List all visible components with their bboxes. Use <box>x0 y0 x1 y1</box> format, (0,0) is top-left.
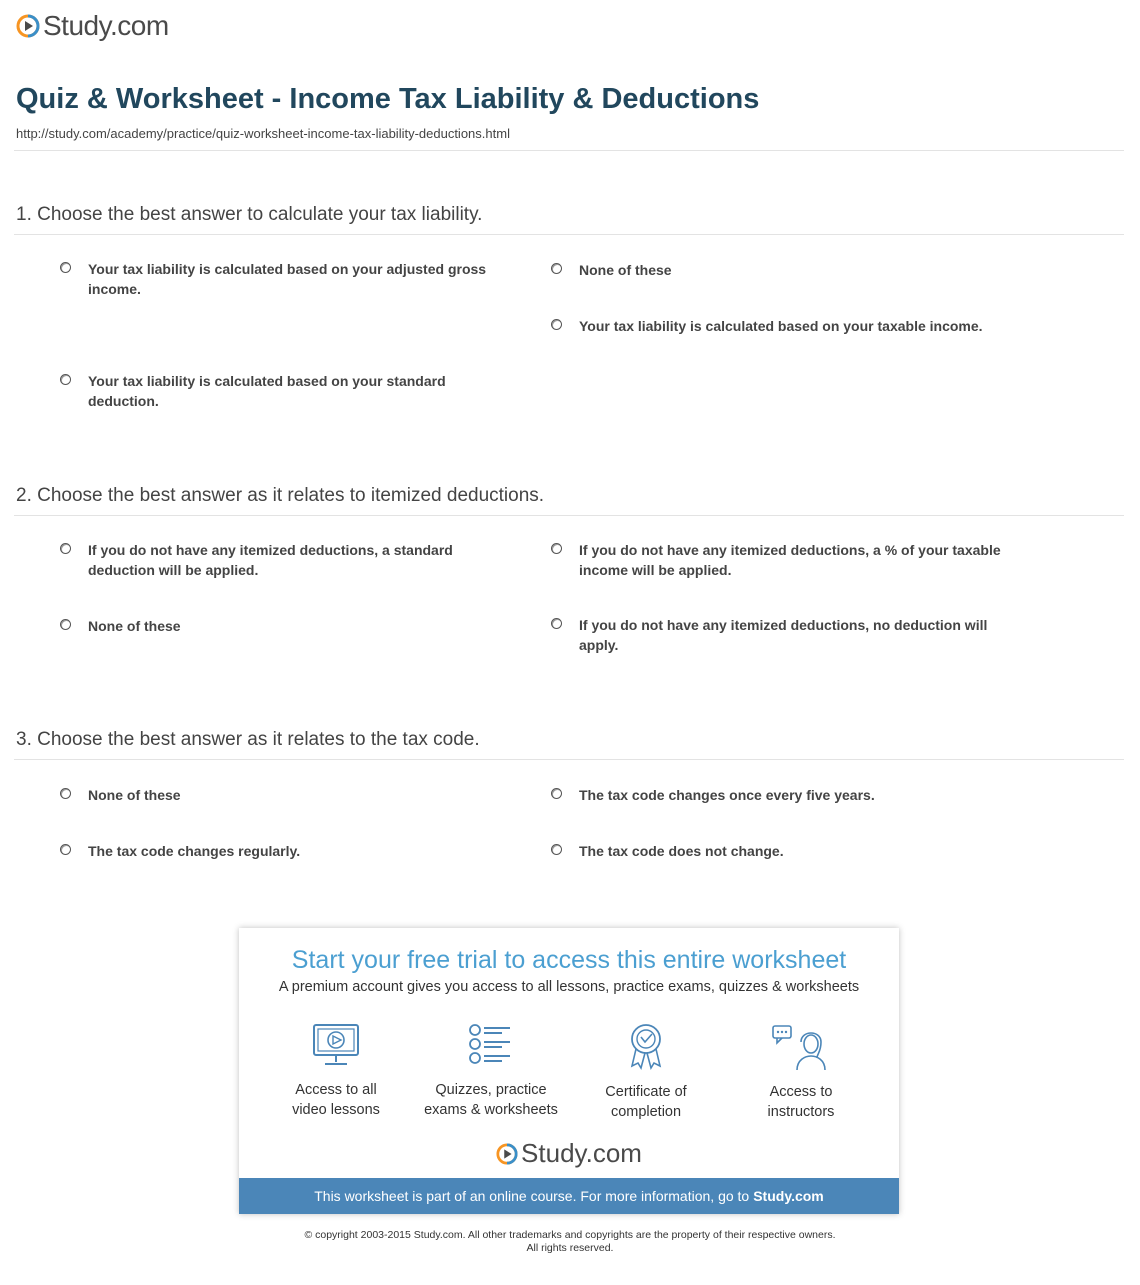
play-logo-icon <box>496 1143 518 1165</box>
promo-info-bar[interactable] <box>239 1178 899 1214</box>
answer-option[interactable] <box>60 616 480 636</box>
free-trial-promo[interactable] <box>239 928 899 1214</box>
answer-text: If you do not have any itemized deductions, a % of your taxable income will be applied. <box>579 542 1001 578</box>
answer-text: None of these <box>579 262 672 278</box>
radio-button[interactable] <box>60 543 71 554</box>
radio-button[interactable] <box>60 619 71 630</box>
answer-text: The tax code changes regularly. <box>88 843 301 859</box>
radio-button[interactable] <box>60 844 71 855</box>
answer-option[interactable] <box>60 841 480 861</box>
feature-label-line1: Access to <box>769 1084 833 1100</box>
question-1: 1. Choose the best answer to calculate your tax liability. <box>16 204 483 225</box>
study-link[interactable]: Study.com <box>753 1188 824 1204</box>
divider <box>14 515 1124 516</box>
promo-headline: Start your free trial to access this entire worksheet <box>291 946 847 974</box>
feature-video-lessons <box>261 1022 411 1120</box>
radio-button[interactable] <box>60 262 71 273</box>
answer-option[interactable] <box>551 785 1021 805</box>
rights-text: All rights reserved. <box>526 1242 614 1254</box>
logo-text: Study.com <box>521 1138 642 1168</box>
feature-label-line1: Certificate of <box>605 1084 687 1100</box>
answer-text: Your tax liability is calculated based on your taxable income. <box>579 318 983 334</box>
answer-text: The tax code does not change. <box>579 843 784 859</box>
answer-text: If you do not have any itemized deductions, a standard deduction will be applied. <box>88 542 453 578</box>
play-logo-icon <box>16 14 40 38</box>
feature-label-line2: instructors <box>767 1104 835 1120</box>
divider <box>14 759 1124 760</box>
study-logo[interactable] <box>16 10 169 42</box>
answer-option[interactable] <box>60 540 480 580</box>
certificate-icon <box>621 1022 671 1072</box>
answer-text: The tax code changes once every five years. <box>579 787 875 803</box>
copyright-text: © copyright 2003-2015 Study.com. All other trademarks and copyrights are the property of their respective owners. <box>304 1229 836 1241</box>
answer-option[interactable] <box>551 540 1021 580</box>
divider <box>14 234 1124 235</box>
answer-option[interactable] <box>60 785 480 805</box>
quiz-list-icon <box>466 1022 516 1070</box>
answer-text: None of these <box>88 787 181 803</box>
page-url[interactable]: http://study.com/academy/practice/quiz-worksheet-income-tax-liability-deductions.html <box>16 126 510 141</box>
instructor-icon <box>771 1022 831 1072</box>
feature-label-line1: Access to all <box>295 1082 377 1098</box>
radio-button[interactable] <box>551 618 562 629</box>
feature-label-line2: completion <box>610 1104 682 1120</box>
answer-text: Your tax liability is calculated based on your adjusted gross income. <box>88 261 487 297</box>
feature-quizzes <box>416 1022 566 1120</box>
radio-button[interactable] <box>551 319 562 330</box>
answer-option[interactable] <box>60 259 500 299</box>
promo-study-logo[interactable] <box>239 1138 899 1169</box>
answer-text: None of these <box>88 618 181 634</box>
question-2: 2. Choose the best answer as it relates to itemized deductions. <box>16 485 545 506</box>
radio-button[interactable] <box>60 788 71 799</box>
feature-label-line2: exams & worksheets <box>424 1102 558 1118</box>
answer-option[interactable] <box>551 615 1021 655</box>
feature-label-line1: Quizzes, practice <box>435 1082 547 1098</box>
radio-button[interactable] <box>551 788 562 799</box>
question-3: 3. Choose the best answer as it relates to the tax code. <box>16 729 480 750</box>
promo-bar-text: This worksheet is part of an online course. For more information, go to <box>314 1188 750 1204</box>
divider <box>14 150 1124 151</box>
video-lesson-icon <box>311 1022 361 1070</box>
answer-option[interactable] <box>551 316 1021 336</box>
radio-button[interactable] <box>551 543 562 554</box>
answer-option[interactable] <box>60 371 480 411</box>
answer-text: If you do not have any itemized deductions, no deduction will apply. <box>579 617 988 653</box>
feature-instructors <box>726 1022 876 1122</box>
feature-label-line2: video lessons <box>292 1102 380 1118</box>
page-title: Quiz & Worksheet - Income Tax Liability & Deductions <box>16 83 760 115</box>
feature-certificate <box>571 1022 721 1122</box>
radio-button[interactable] <box>551 844 562 855</box>
answer-option[interactable] <box>551 841 1021 861</box>
promo-subline: A premium account gives you access to all lessons, practice exams, quizzes & worksheets <box>278 979 860 995</box>
answer-text: Your tax liability is calculated based on your standard deduction. <box>88 373 446 409</box>
copyright-footer <box>0 1229 1140 1255</box>
radio-button[interactable] <box>60 374 71 385</box>
radio-button[interactable] <box>551 263 562 274</box>
answer-option[interactable] <box>551 260 1021 280</box>
logo-text: Study.com <box>43 10 169 41</box>
